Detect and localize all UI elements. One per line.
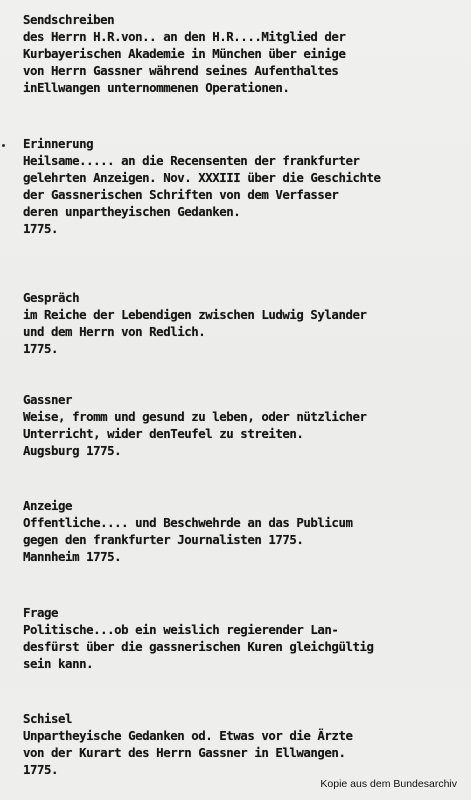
entry-line: und dem Herrn von Redlich. [23, 324, 206, 339]
entry-line: gegen den frankfurter Journalisten 1775. [23, 532, 304, 547]
entry-line: Unterricht, wider denTeufel zu streiten. [23, 426, 304, 441]
entry-line: Heilsame..... an die Recensenten der frankfurter [23, 153, 360, 168]
entry-line: Offentliche.... und Beschwehrde an das Publicum [23, 515, 353, 530]
entry-heading: Schisel [23, 711, 73, 726]
entry-line: 1775. [23, 341, 59, 356]
entry-line: Politische...ob ein weislich regierender Lan- [23, 622, 339, 637]
entry-heading: Frage [23, 605, 59, 620]
entry-line: inEllwangen unternommenen Operationen. [23, 80, 290, 95]
archive-watermark: Kopie aus dem Bundesarchiv [320, 778, 457, 790]
entry-line: gelehrten Anzeigen. Nov. XXXIII über die Geschichte [23, 170, 381, 185]
entry-schisel [23, 710, 463, 778]
entry-line: Mannheim 1775. [23, 549, 122, 564]
entry-line: deren unpartheyischen Gedanken. [23, 204, 241, 219]
entry-line: des Herrn H.R.von.. an den H.R....Mitglied der [23, 29, 346, 44]
entry-heading: Gassner [23, 392, 73, 407]
entry-line: der Gassnerischen Schriften von dem Verfasser [23, 187, 339, 202]
entry-sendschreiben [23, 11, 463, 96]
entry-heading: Gespräch [23, 290, 80, 305]
entry-line: Kurbayerischen Akademie in München über einige [23, 46, 346, 61]
entry-line: Unpartheyische Gedanken od. Etwas vor die Ärzte [23, 728, 353, 743]
entry-line: desfürst über die gassnerischen Kuren gleichgültig [23, 639, 374, 654]
entry-line: von Herrn Gassner während seines Aufenthaltes [23, 63, 339, 78]
entry-heading: Erinnerung [23, 136, 94, 151]
entry-line: 1775. [23, 762, 59, 777]
entry-frage [23, 604, 463, 672]
entry-line: im Reiche der Lebendigen zwischen Ludwig Sylander [23, 307, 367, 322]
entry-line: Augsburg 1775. [23, 443, 122, 458]
entry-heading: Sendschreiben [23, 12, 115, 27]
entry-gespraech [23, 289, 463, 357]
entry-heading: Anzeige [23, 498, 73, 513]
entry-erinnerung [23, 135, 463, 237]
entry-gassner [23, 391, 463, 459]
entry-line: Weise, fromm und gesund zu leben, oder nützlicher [23, 409, 367, 424]
entry-line: von der Kurart des Herrn Gassner in Ellwangen. [23, 745, 346, 760]
entry-line: 1775. [23, 221, 59, 236]
entry-anzeige [23, 497, 463, 565]
stray-ink-dot [2, 144, 5, 147]
entry-line: sein kann. [23, 656, 94, 671]
